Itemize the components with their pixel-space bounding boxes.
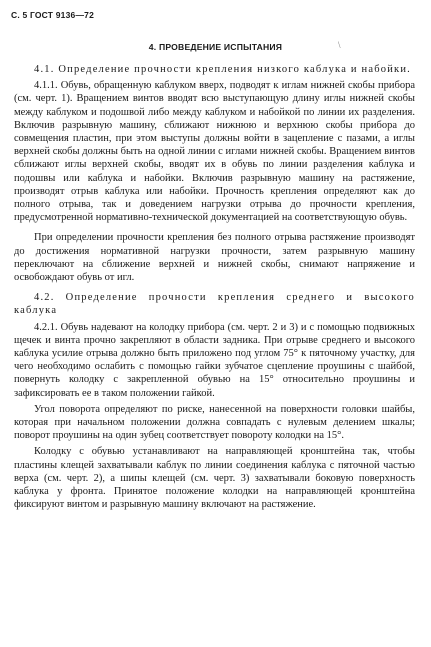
page-header: С. 5 ГОСТ 9136—72 bbox=[11, 10, 95, 20]
paragraph-last-setup: Колодку с обувью устанавливают на направляющей кронштейна так, чтобы пластины клещей захватывали каблук по линии соединения каблука с пяточной частью верха (см. черт. 2), а шипы клещей (см. черт. 3) захватывали боковую поверхность каблука у фронта. Принятое положение колодки на направляющей кронштейна фиксируют винтом и разрывную машину включают на растяжение. bbox=[14, 446, 415, 511]
document-body bbox=[14, 63, 415, 515]
paragraph-4-2-1: 4.2.1. Обувь надевают на колодку прибора (см. черт. 2 и 3) и с помощью подвижных щечек и винта прочно закрепляют в области задника. При отрыве среднего и высокого каблука усилие отрыва должно быть приложено под углом 75° к пяточному участку, для чего необходимо ослабить с помощью гайки зубчатое сцепление проушины с шайбой, повернуть колодку с закрепленной обувью на 15° относительно проушины и зафиксировать ее в таком положении гайкой. bbox=[14, 321, 415, 399]
margin-mark: \ bbox=[338, 40, 341, 50]
paragraph-4-1-1: 4.1.1. Обувь, обращенную каблуком вверх, подводят к иглам нижней скобы прибора (см. черт. 1). Вращением винтов вводят всю выступающую длину иглы нижней скобы между каблуком и подошвой либо между каблуком и набойкой по линии их разделения. Включив разрывную машину, сближают нижнюю и верхнюю скобы прибора до совмещения пластин, при этом выступы должны войти в зацепление с пазами, а иглы верхней скобы должны быть на одной линии с иглами нижней скобы. Вращением винтов сближают иглы верхней скобы, вводят их в обувь по линии разделения каблука и подошвы или каблука и набойки. Включив разрывную машину на растяжение, производят отрыв каблука или набойки. Прочность крепления определяют как до полного отрыва, так и доведением нагрузки отрыва до прочности крепления, предусмотренной нормативно-технической документацией на соответствующую обувь. bbox=[14, 80, 415, 224]
paragraph-rotation-angle: Угол поворота определяют по риске, нанесенной на поверхности головки шайбы, которая при начальном положении должна совпадать с нулевым делением шкалы; поворот проушины на один зубец соответствует повороту колодки на 15°. bbox=[14, 403, 415, 442]
paragraph-partial-load: При определении прочности крепления без полного отрыва растяжение производят до достижения нормативной нагрузки прочности, затем разрывную машину переключают на сближение верхней и нижней скобы, снимают напряжение и освобождают обувь от игл. bbox=[14, 232, 415, 284]
section-title: 4. ПРОВЕДЕНИЕ ИСПЫТАНИЯ bbox=[148, 42, 283, 52]
subsection-heading-4-2: 4.2. Определение прочности крепления среднего и высокого каблука bbox=[14, 292, 415, 317]
subsection-heading-4-1: 4.1. Определение прочности крепления низкого каблука и набойки. bbox=[34, 64, 411, 75]
